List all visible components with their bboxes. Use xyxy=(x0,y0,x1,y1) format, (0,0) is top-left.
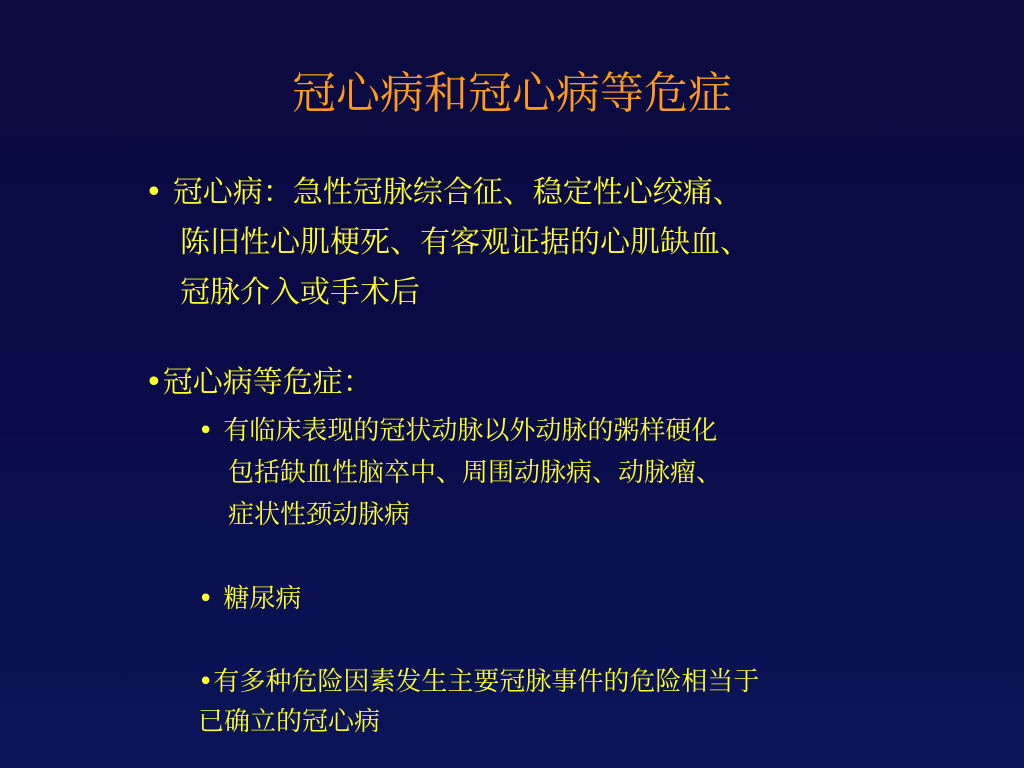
bullet-text: 冠心病等危症： xyxy=(162,365,373,400)
bullet-item-coronary-heart-disease xyxy=(145,168,750,318)
bullet-line xyxy=(198,410,722,452)
bullet-text: 已确立的冠心病 xyxy=(198,707,381,737)
bullet-icon: • xyxy=(145,365,163,400)
bullet-line xyxy=(145,358,373,408)
bullet-item-risk-equivalents xyxy=(145,358,373,408)
bullet-icon: • xyxy=(198,667,214,697)
bullet-text: 包括缺血性脑卒中、周围动脉病、动脉瘤、 xyxy=(228,458,723,488)
bullet-text: 糖尿病 xyxy=(223,584,302,614)
bullet-icon: • xyxy=(198,416,214,446)
sub-bullet-item-atherosclerosis xyxy=(198,410,722,536)
bullet-line xyxy=(198,662,759,702)
sub-bullet-item-diabetes xyxy=(198,578,301,620)
bullet-line xyxy=(145,168,750,218)
bullet-text: 有多种危险因素发生主要冠脉事件的危险相当于 xyxy=(213,667,760,697)
bullet-text: 冠脉介入或手术后 xyxy=(180,275,420,310)
slide-title: 冠心病和冠心病等危症 xyxy=(292,68,732,119)
bullet-text: 症状性颈动脉病 xyxy=(228,500,411,530)
bullet-icon: • xyxy=(198,584,214,614)
bullet-line xyxy=(198,578,301,620)
sub-bullet-item-multiple-risk-factors xyxy=(198,662,759,742)
bullet-text: 陈旧性心肌梗死、有客观证据的心肌缺血、 xyxy=(180,225,750,260)
bullet-text: 有临床表现的冠状动脉以外动脉的粥样硬化 xyxy=(223,416,718,446)
bullet-text: 冠心病：急性冠脉综合征、稳定性心绞痛、 xyxy=(172,175,743,210)
bullet-icon: • xyxy=(145,175,163,210)
